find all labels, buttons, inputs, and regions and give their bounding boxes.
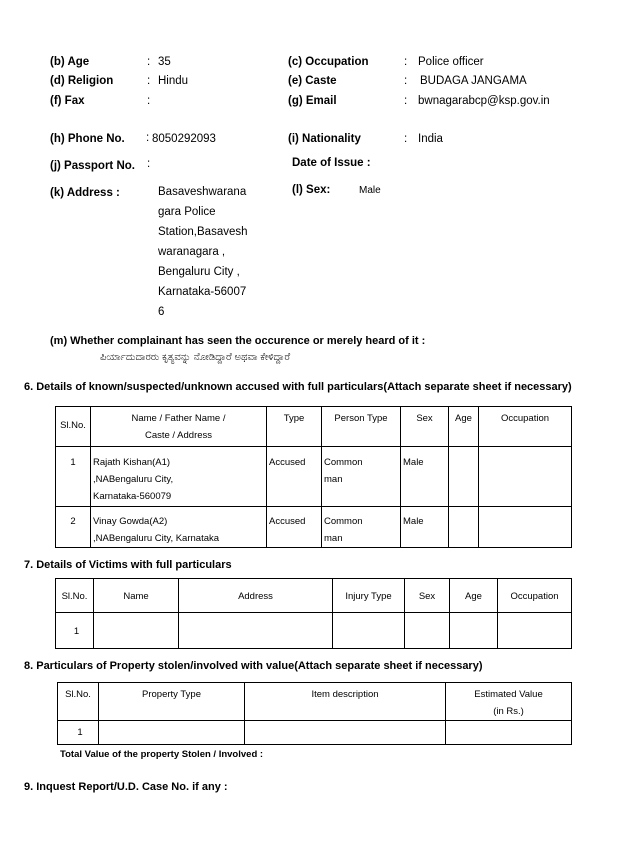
col-item-description: Item description — [311, 689, 379, 700]
col-sex: Sex — [418, 591, 436, 602]
accused-type: Accused — [269, 516, 306, 527]
accused-section-title: 6. Details of known/suspected/unknown accused with full particulars(Attach separate sheet if necessary) — [24, 381, 572, 393]
inquest-section-title: 9. Inquest Report/U.D. Case No. if any : — [24, 781, 228, 793]
property-slno: 1 — [77, 727, 83, 738]
property-section-title: 8. Particulars of Property stolen/involved with value(Attach separate sheet if necessary) — [24, 660, 483, 672]
col-occupation: Occupation — [510, 591, 559, 602]
col-age: Age — [455, 413, 472, 424]
phone-value: 8050292093 — [152, 133, 216, 145]
email-label: (g) Email — [288, 95, 337, 107]
occupation-label: (c) Occupation — [288, 56, 369, 68]
col-slno: Sl.No. — [65, 689, 91, 700]
accused-name: Vinay Gowda(A2) — [93, 516, 168, 527]
table-row — [58, 721, 572, 745]
passport-colon: : — [147, 158, 151, 170]
table-row — [56, 447, 572, 507]
table-row — [56, 613, 572, 649]
col-estimated-value: Estimated Value — [474, 689, 543, 700]
occupation-value: Police officer — [418, 56, 484, 68]
issue-date-label: Date of Issue : — [292, 157, 371, 169]
caste-value: BUDAGA JANGAMA — [420, 75, 527, 87]
col-sex: Sex — [416, 413, 433, 424]
property-table — [57, 682, 572, 745]
accused-person-type: man — [324, 533, 343, 544]
accused-occupation — [479, 447, 571, 450]
accused-age — [449, 507, 478, 510]
address-line: Bengaluru City , — [158, 266, 240, 278]
complainant-answer: ಪಿರ್ಯಾದುದಾರರು ಕೃತ್ಯವನ್ನು ನೋಡಿದ್ದಾರೆ ಅಥವಾ ಕೇಳಿದ್ದಾರೆ — [100, 352, 291, 363]
accused-name: Rajath Kishan(A1) — [93, 457, 171, 468]
address-value — [158, 182, 248, 322]
victims-table — [55, 578, 572, 649]
religion-value: Hindu — [158, 75, 189, 87]
col-estimated-value-unit: (in Rs.) — [493, 706, 524, 717]
col-age: Age — [465, 591, 482, 602]
address-label: (k) Address : — [50, 187, 120, 199]
accused-sex: Male — [403, 457, 424, 468]
accused-person-type: man — [324, 474, 343, 485]
passport-label: (j) Passport No. — [50, 160, 135, 172]
address-line: waranagara , — [158, 246, 226, 258]
accused-table — [55, 406, 572, 548]
age-value: 35 — [158, 56, 171, 68]
col-address: Caste / Address — [144, 430, 213, 441]
sex-value: Male — [359, 185, 381, 196]
table-header-row — [56, 407, 572, 447]
col-name: Name — [123, 591, 149, 602]
col-slno: Sl.No. — [60, 420, 86, 431]
col-address: Address — [238, 591, 273, 602]
phone-label: (h) Phone No. — [50, 133, 125, 145]
nationality-value: India — [418, 133, 443, 145]
accused-person-type: Common — [324, 457, 363, 468]
col-injury-type: Injury Type — [345, 591, 392, 602]
address-line: gara Police — [158, 206, 216, 218]
accused-occupation — [479, 507, 571, 510]
col-slno: Sl.No. — [61, 591, 88, 602]
accused-address: Karnataka-560079 — [93, 491, 172, 502]
caste-colon: : — [404, 75, 408, 87]
occupation-colon: : — [404, 56, 408, 68]
age-label: (b) Age — [50, 56, 90, 68]
complainant-question: (m) Whether complainant has seen the occurence or merely heard of it : — [50, 335, 426, 347]
religion-label: (d) Religion — [50, 75, 114, 87]
address-line: 6 — [158, 306, 165, 318]
table-header-row — [56, 579, 572, 613]
accused-slno: 2 — [70, 516, 76, 527]
col-person-type: Person Type — [334, 413, 388, 424]
property-total-label: Total Value of the property Stolen / Involved : — [60, 749, 264, 760]
nationality-label: (i) Nationality — [288, 133, 361, 145]
caste-label: (e) Caste — [288, 75, 337, 87]
victim-slno: 1 — [73, 626, 80, 637]
col-property-type: Property Type — [142, 689, 201, 700]
email-value: bwnagarabcp@ksp.gov.in — [418, 95, 550, 107]
table-header-row — [58, 683, 572, 721]
age-colon: : — [147, 56, 151, 68]
victims-section-title: 7. Details of Victims with full particulars — [24, 559, 232, 571]
accused-person-type: Common — [324, 516, 363, 527]
accused-address: ,NABengaluru City, Karnataka — [93, 533, 220, 544]
col-occupation: Occupation — [500, 413, 550, 424]
nationality-colon: : — [404, 133, 408, 145]
fax-label: (f) Fax — [50, 95, 85, 107]
sex-label: (l) Sex: — [292, 184, 331, 196]
address-line: Station,Basavesh — [158, 226, 248, 238]
phone-colon: : — [146, 132, 150, 144]
fax-colon: : — [147, 95, 151, 107]
col-name: Name / Father Name / — [131, 413, 226, 424]
accused-sex: Male — [403, 516, 424, 527]
col-type: Type — [283, 413, 305, 424]
email-colon: : — [404, 95, 408, 107]
accused-type: Accused — [269, 457, 306, 468]
accused-age — [449, 447, 478, 450]
accused-address: ,NABengaluru City, — [93, 474, 174, 485]
accused-slno: 1 — [70, 457, 76, 468]
address-line: Karnataka-56007 — [158, 286, 247, 298]
religion-colon: : — [147, 75, 151, 87]
table-row — [56, 507, 572, 548]
address-line: Basaveshwarana — [158, 186, 247, 198]
